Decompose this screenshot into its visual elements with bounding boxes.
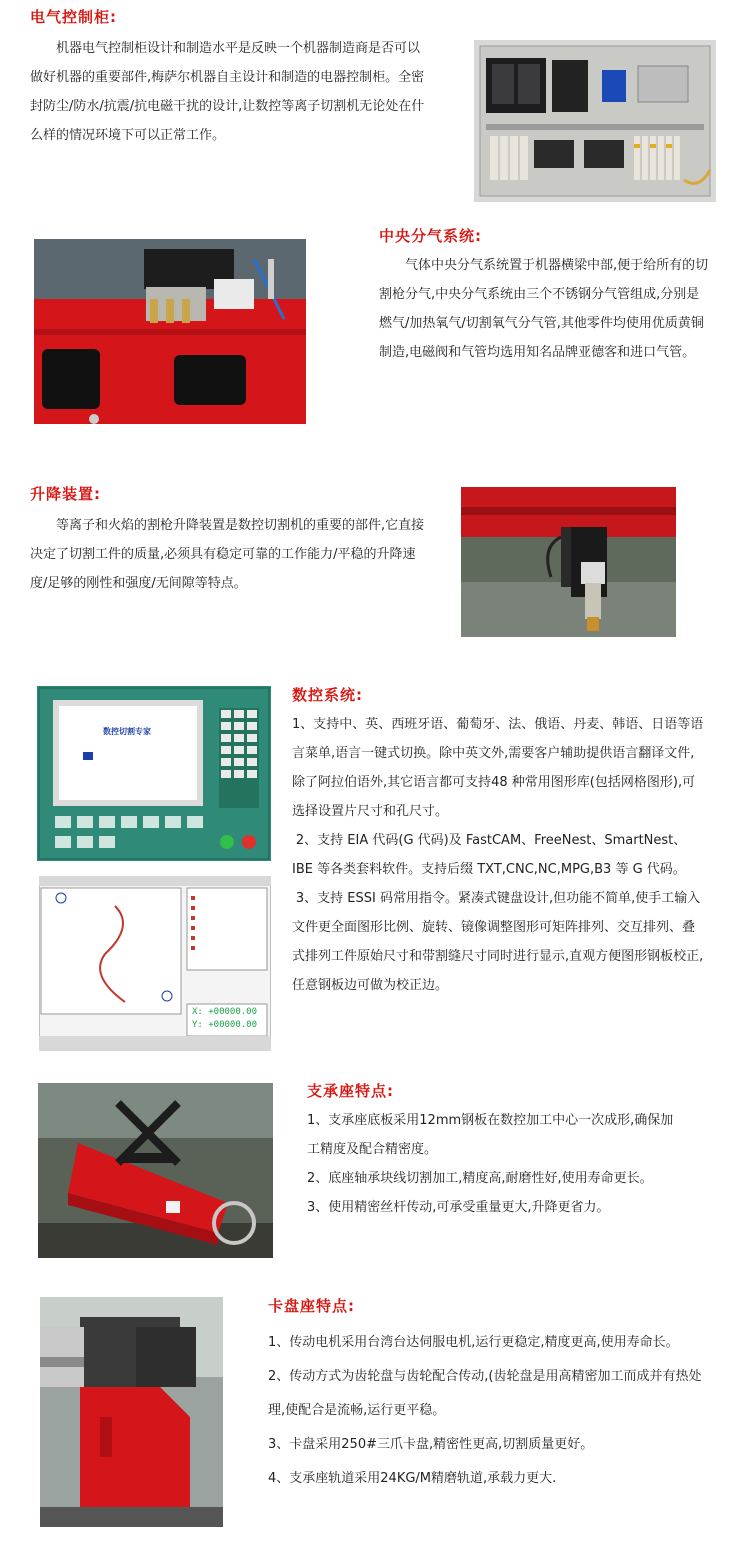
chuck-feature-2: 2、传动方式为齿轮盘与齿轮配合传动,(齿轮盘是用高精密加工而成并有热处理,使配合是流畅,运行更平稳。 xyxy=(268,1369,702,1418)
lift-photo xyxy=(461,487,676,637)
gas-system-photo xyxy=(34,239,306,424)
cabinet-description: 机器电气控制柜设计和制造水平是反映一个机器制造商是否可以做好机器的重要部件,梅萨尔机器自主设计和制造的电器控制柜。全密封防尘/防水/抗震/抗电磁干扰的设计,让数控等离子切割机无论处在什么样的情况环境下可以正常工作。 xyxy=(30,41,425,143)
section-title-lift: 升降装置: xyxy=(30,485,101,503)
section-title-support: 支承座特点: xyxy=(307,1082,394,1100)
chuck-feature-list xyxy=(268,1326,704,1496)
chuck-feature-1: 1、传动电机采用台湾台达伺服电机,运行更稳定,精度更高,使用寿命长。 xyxy=(268,1335,679,1350)
cabinet-photo xyxy=(474,40,716,202)
support-feature-2: 2、底座轴承块线切割加工,精度高,耐磨性好,使用寿命更长。 xyxy=(307,1171,653,1186)
cnc-screen-y: Y: +00000.00 xyxy=(192,1020,258,1030)
cnc-screen-title: 数控切割专家 xyxy=(103,727,151,736)
chuck-feature-3: 3、卡盘采用250#三爪卡盘,精密性更高,切割质量更好。 xyxy=(268,1437,594,1452)
cnc-screen-photo xyxy=(39,876,271,1051)
cnc-feature-list xyxy=(292,710,704,1000)
section-title-cabinet: 电气控制柜: xyxy=(30,8,117,26)
section-title-gas: 中央分气系统: xyxy=(379,227,482,245)
chuck-feature-4: 4、支承座轨道采用24KG/M精磨轨道,承载力更大. xyxy=(268,1471,557,1486)
cnc-feature-3: 3、支持 ESSI 码常用指令。紧凑式键盘设计,但功能不简单,使手工输入文件更全面图形比例、旋转、镜像调整图形可矩阵排列、交互排列、叠式排列工件原始尺寸和带割缝尺寸同时进行显示,直观方便图形钢板校正,任意钢板边可做为校正边。 xyxy=(292,891,704,993)
support-feature-3: 3、使用精密丝杆传动,可承受重量更大,升降更省力。 xyxy=(307,1200,610,1215)
support-feature-list xyxy=(307,1106,683,1222)
section-title-cnc: 数控系统: xyxy=(292,686,363,704)
cnc-controller-photo xyxy=(37,686,271,861)
section-title-chuck: 卡盘座特点: xyxy=(268,1297,355,1315)
support-feature-1: 1、支承座底板采用12mm钢板在数控加工中心一次成形,确保加工精度及配合精密度。 xyxy=(307,1113,674,1157)
chuck-base-photo xyxy=(40,1297,223,1527)
cnc-screen-x: X: +00000.00 xyxy=(192,1007,258,1017)
gas-description: 气体中央分气系统置于机器横梁中部,便于给所有的切割枪分气,中央分气系统由三个不锈钢分气管组成,分别是燃气/加热氧气/切割氧气分气管,其他零件均使用优质黄铜制造,电磁阀和气管均选用知名品牌亚德客和进口气管。 xyxy=(379,258,709,360)
cnc-feature-1: 1、支持中、英、西班牙语、葡萄牙、法、俄语、丹麦、韩语、日语等语言菜单,语言一键式切换。除中英文外,需要客户辅助提供语言翻译文件,除了阿拉伯语外,其它语言都可支持48 种常用图形库(包括网格图形),可选择设置片尺寸和孔尺寸。 xyxy=(292,717,704,819)
cnc-feature-2: 2、支持 EIA 代码(G 代码)及 FastCAM、FreeNest、SmartNest、IBE 等各类套料软件。支持后缀 TXT,CNC,NC,MPG,B3 等 G 代码。 xyxy=(292,833,687,877)
lift-description: 等离子和火焰的割枪升降装置是数控切割机的重要的部件,它直接决定了切割工件的质量,必须具有稳定可靠的工作能力/平稳的升降速度/足够的刚性和强度/无间隙等特点。 xyxy=(30,518,425,591)
support-base-photo xyxy=(38,1083,273,1258)
